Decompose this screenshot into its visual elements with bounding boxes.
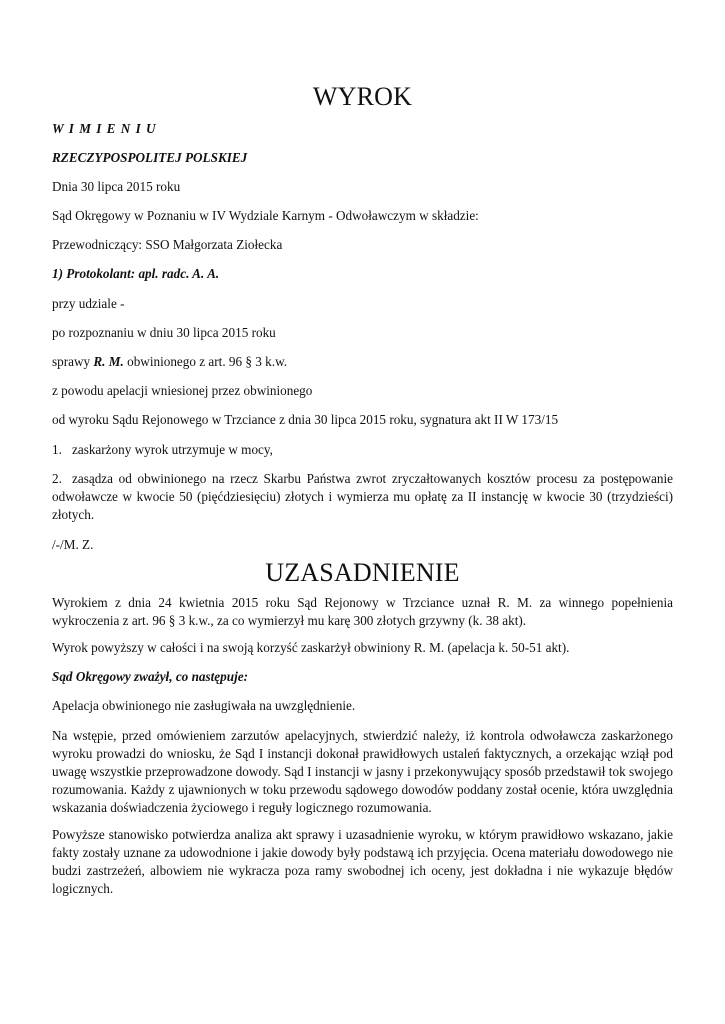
case-name: R. M. [93,354,124,369]
justification-paragraph: Wyrokiem z dnia 24 kwietnia 2015 roku Sąd Rejonowy w Trzciance uznał R. M. za winnego popełnienia wykroczenia z art. 96 § 3 k.w., za co wymierzył mu karę 300 złotych grzywny (k. 38 akt). [52,595,673,628]
appeal-line: z powodu apelacji wniesionej przez obwinionego [52,383,313,398]
ruling-item-number: 2. [52,471,62,486]
court-considered-heading: Sąd Okręgowy zważył, co następuje: [52,669,248,684]
justification-title: UZASADNIENIE [265,558,460,587]
case-line [52,353,673,371]
ruling-item [52,470,673,524]
header-republic: RZECZYPOSPOLITEJ POLSKIEJ [52,150,248,165]
header-in-the-name: W I M I E N I U [52,121,157,136]
case-prefix: sprawy [52,354,94,369]
ruling-item-text: zaskarżony wyrok utrzymuje w mocy, [72,442,273,457]
justification-paragraph: Wyrok powyższy w całości i na swoją korzyść zaskarżył obwiniony R. M. (apelacja k. 50-51 akt). [52,640,570,655]
justification-paragraph: Na wstępie, przed omówieniem zarzutów apelacyjnych, stwierdzić należy, iż kontrola odwoławcza zaskarżonego wyroku prowadzi do wniosku, że Sąd I instancji dokonał prawidłowych ustaleń faktycznych, a orzekając wziął pod uwagę wszystkie przeprowadzone dowody. Sąd I instancji w jasny i przekonywujący sposób przedstawił tok swojego rozumowania. Każdy z ujawnionych w toku przewodu sądowego dowodów poddany został ocenie, która uwzględnia wskazania doświadczenia życiowego i reguły logicznego rozumowania. [52,728,673,815]
ruling-item [52,441,673,459]
hearing-date: po rozpoznaniu w dniu 30 lipca 2015 roku [52,325,276,340]
court-composition: Sąd Okręgowy w Poznaniu w IV Wydziale Karnym - Odwoławczym w składzie: [52,208,479,223]
participation-line: przy udziale - [52,296,125,311]
justification-paragraph: Apelacja obwinionego nie zasługiwała na uwzględnienie. [52,698,356,713]
presiding-judge: Przewodniczący: SSO Małgorzata Ziołecka [52,237,283,252]
ruling-item-text: zasądza od obwinionego na rzecz Skarbu Państwa zwrot zryczałtowanych kosztów procesu za postępowanie odwoławcze w kwocie 50 (pięćdziesięciu) złotych i wymierza mu opłatę za II instancję w kwocie 30 (trzydzieści) złotych. [52,471,673,522]
court-clerk: 1) Protokolant: apl. radc. A. A. [52,266,220,281]
signature: /-/M. Z. [52,537,94,552]
case-suffix: obwinionego z art. 96 § 3 k.w. [123,354,288,369]
appealed-judgment: od wyroku Sądu Rejonowego w Trzciance z dnia 30 lipca 2015 roku, sygnatura akt II W 173/15 [52,412,559,427]
justification-paragraph: Powyższe stanowisko potwierdza analiza akt sprawy i uzasadnienie wyroku, w którym prawidłowo wskazano, jakie fakty zostały uznane za udowodnione i jakie dowody były podstawą ich przyjęcia. Ocena materiału dowodowego nie budzi zastrzeżeń, albowiem nie wykracza poza ramy swobodnej ich oceny, jest dokładna i nie wykazuje błędów logicznych. [52,827,673,896]
judgment-date: Dnia 30 lipca 2015 roku [52,179,181,194]
ruling-item-number: 1. [52,442,62,457]
judgment-title: WYROK [312,82,413,111]
